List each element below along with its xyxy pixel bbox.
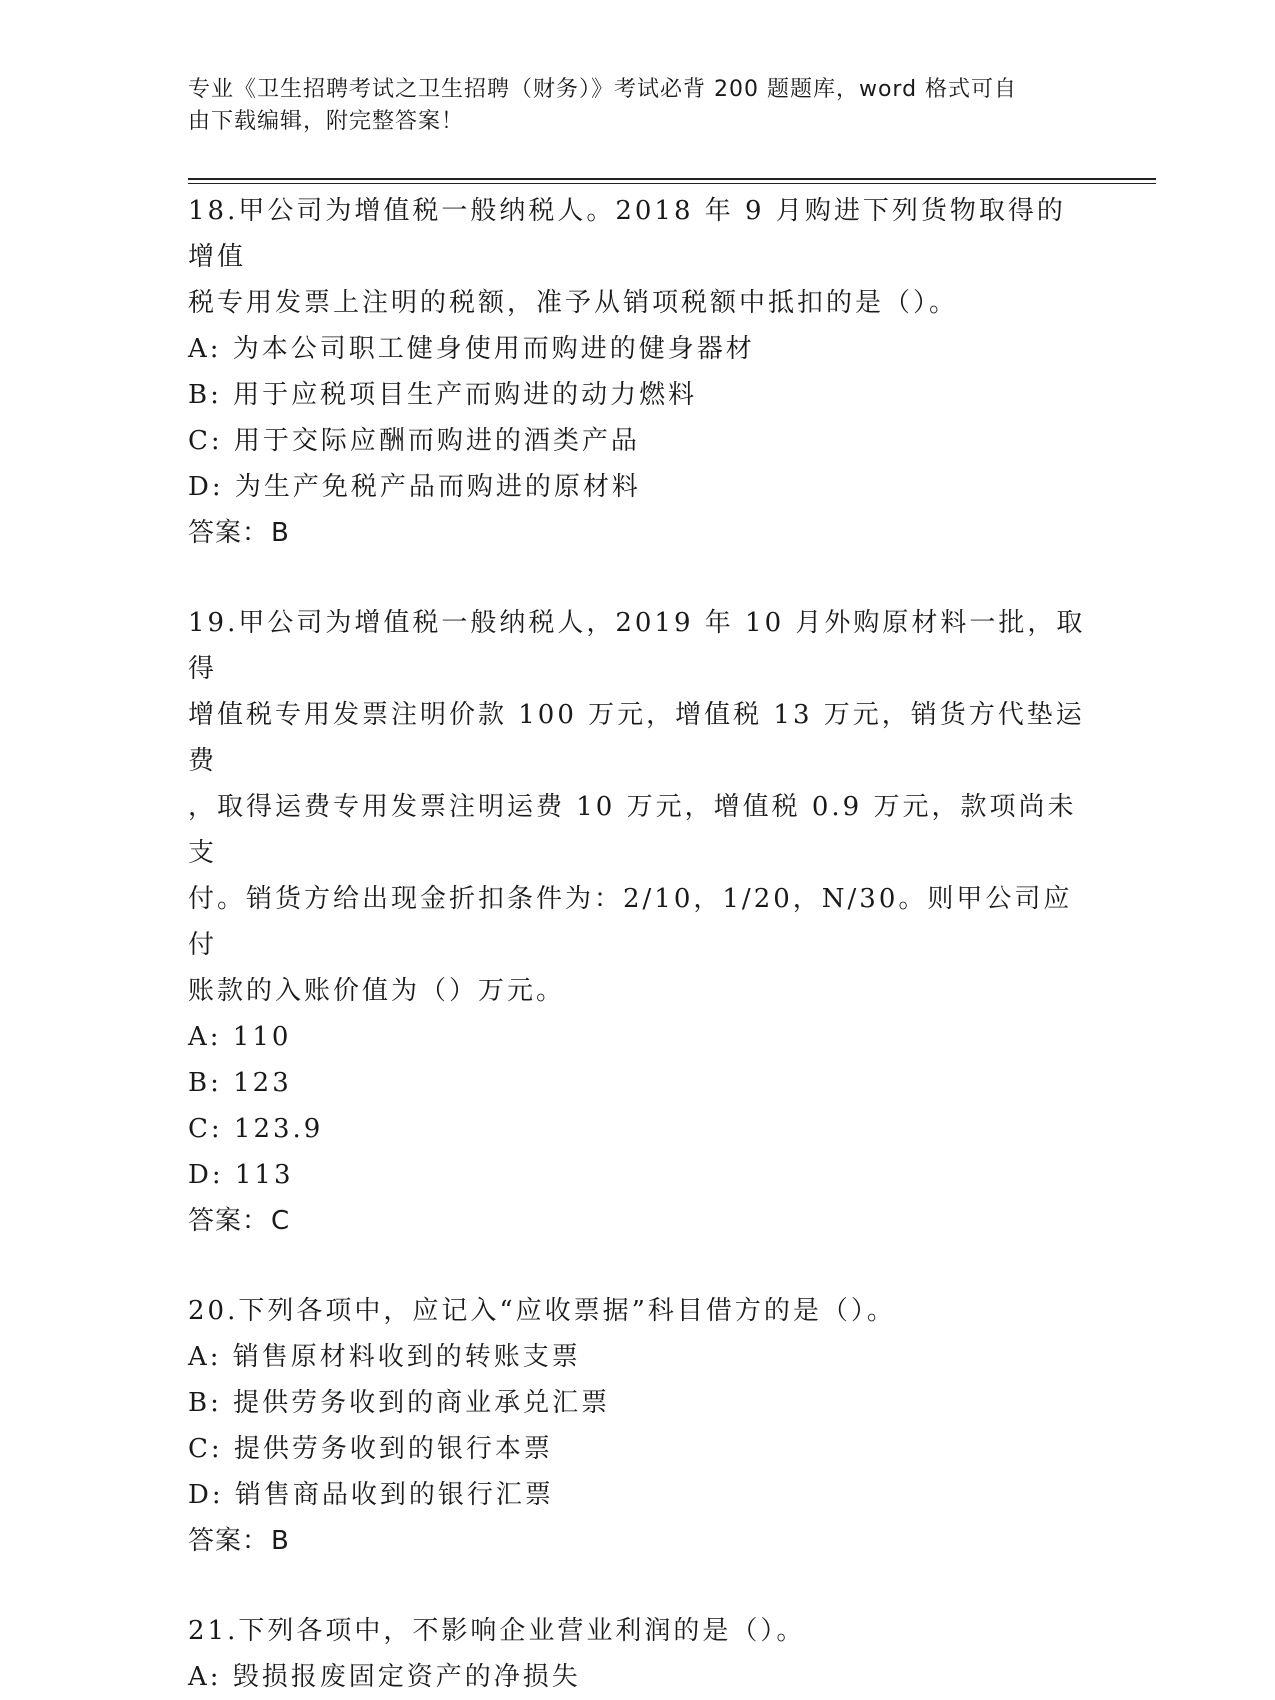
question-20	[188, 1288, 1088, 1564]
question-21	[188, 1608, 1088, 1700]
header-divider-thin	[188, 183, 1156, 184]
answer-label: 答案：	[188, 1526, 270, 1556]
answer-line	[188, 1198, 1088, 1244]
option-d: D: 113	[188, 1160, 294, 1190]
option-b: B: 提供劳务收到的商业承兑汇票	[188, 1388, 611, 1418]
option-a: A: 毁损报废固定资产的净损失	[188, 1662, 581, 1692]
question-stem-line: 20.下列各项中，应记入“应收票据”科目借方的是（）。	[188, 1296, 896, 1326]
question-stem-line: 19.甲公司为增值税一般纳税人，2019 年 10 月外购原材料一批，取得	[188, 608, 1086, 684]
question-stem-line: 税专用发票上注明的税额，准予从销项税额中抵扣的是（）。	[188, 288, 959, 318]
option-c: C: 用于交际应酬而购进的酒类产品	[188, 426, 640, 456]
answer-value: C	[271, 1206, 291, 1236]
option-c: C: 123.9	[188, 1114, 324, 1144]
question-stem-line: 18.甲公司为增值税一般纳税人。2018 年 9 月购进下列货物取得的增值	[188, 196, 1066, 272]
question-stem-line: 增值税专用发票注明价款 100 万元，增值税 13 万元，销货方代垫运费	[188, 700, 1085, 776]
option-a: A: 为本公司职工健身使用而购进的健身器材	[188, 334, 755, 364]
answer-value: B	[271, 518, 290, 548]
option-b: B: 123	[188, 1068, 292, 1098]
option-d: D: 销售商品收到的银行汇票	[188, 1480, 554, 1510]
answer-label: 答案：	[188, 518, 270, 548]
question-stem-line: 付。销货方给出现金折扣条件为：2/10，1/20，N/30。则甲公司应付	[188, 884, 1073, 960]
answer-line	[188, 510, 1088, 556]
question-stem-line: 21.下列各项中，不影响企业营业利润的是（）。	[188, 1616, 806, 1646]
header-line: 由下载编辑，附完整答案！	[188, 109, 465, 134]
option-d: D: 为生产免税产品而购进的原材料	[188, 472, 641, 502]
header-line: 专业《卫生招聘考试之卫生招聘（财务）》考试必背 200 题题库，word 格式可自	[188, 77, 1018, 102]
question-stem-line: ，取得运费专用发票注明运费 10 万元，增值税 0.9 万元，款项尚未支	[188, 792, 1077, 868]
answer-line	[188, 1518, 1088, 1564]
answer-value: B	[271, 1526, 290, 1556]
option-a: A: 110	[188, 1022, 292, 1052]
answer-label: 答案：	[188, 1206, 270, 1236]
question-stem-line: 账款的入账价值为（）万元。	[188, 976, 566, 1006]
option-a: A: 销售原材料收到的转账支票	[188, 1342, 581, 1372]
option-c: C: 提供劳务收到的银行本票	[188, 1434, 553, 1464]
question-list	[188, 188, 1088, 1700]
option-b: B: 用于应税项目生产而购进的动力燃料	[188, 380, 698, 410]
document-header	[188, 74, 1068, 138]
header-divider-thick	[188, 178, 1156, 180]
question-18	[188, 188, 1088, 556]
question-19	[188, 600, 1088, 1244]
